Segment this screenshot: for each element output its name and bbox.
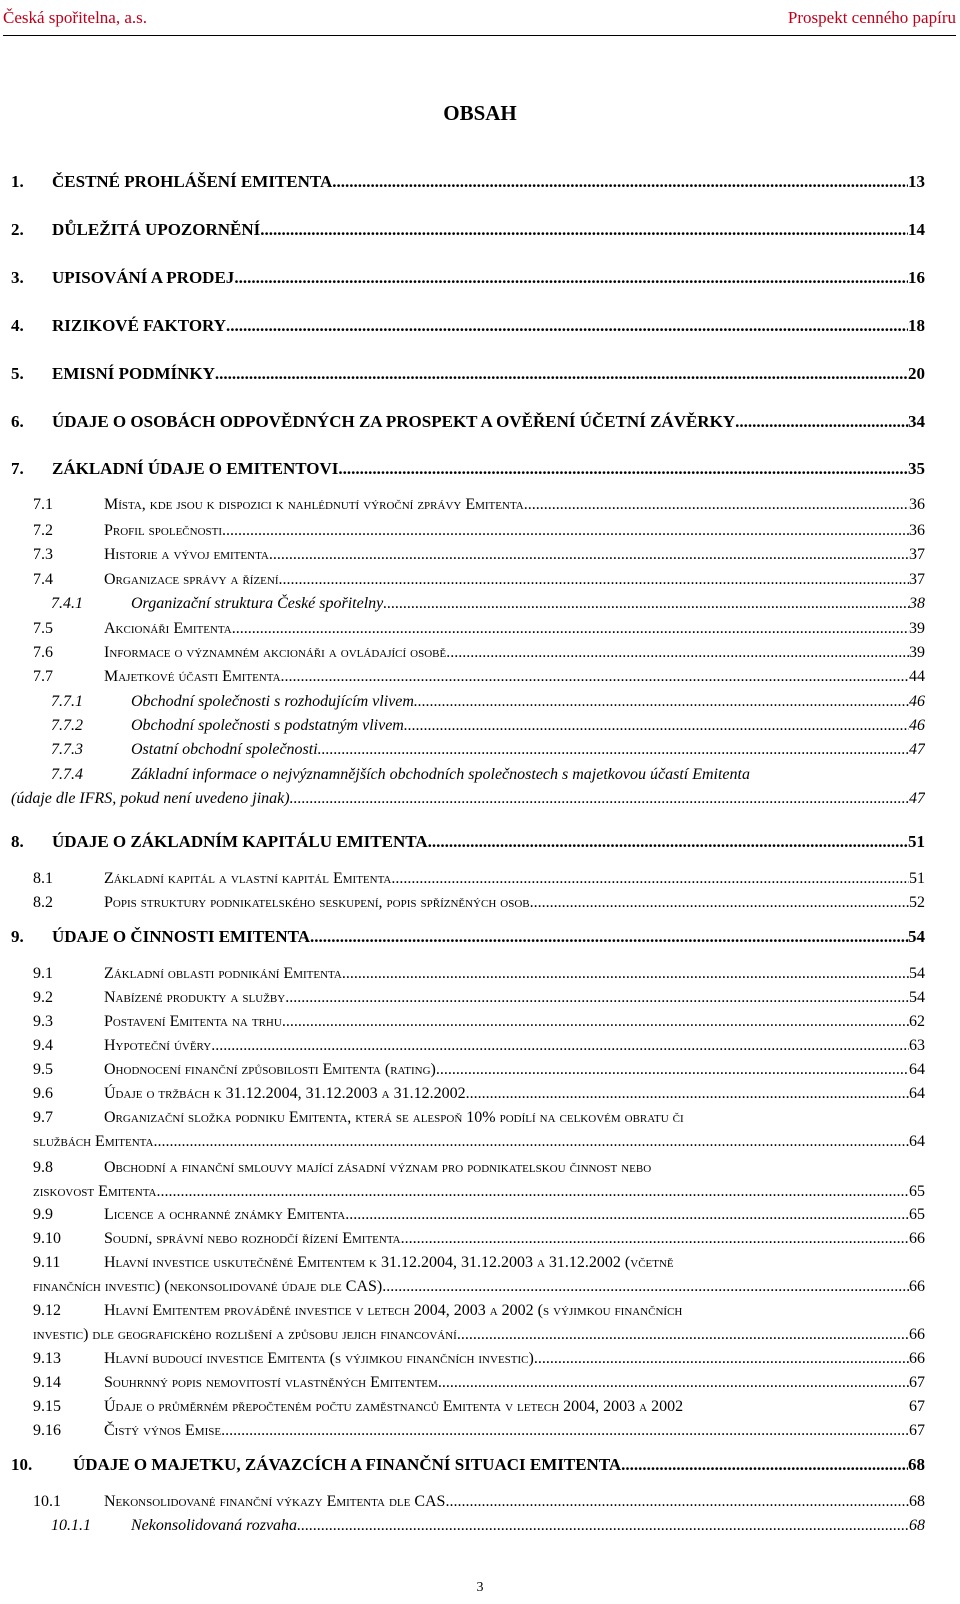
toc-entry-text: Akcionáři Emitenta [104, 620, 232, 637]
toc-entry-text: ÚDAJE O OSOBÁCH ODPOVĚDNÝCH ZA PROSPEKT A OVĚŘENÍ ÚČETNÍ ZÁVĚRKY [52, 412, 736, 431]
toc-entry-text: Licence a ochranné známky Emitenta [104, 1206, 346, 1223]
toc-entry-number: 7.7.1 [51, 693, 83, 710]
toc-entry[interactable] [11, 665, 925, 689]
toc-entry-text-continued: finančních investic) (nekonsolidované údaje dle CAS) [33, 1278, 383, 1295]
toc-entry-text: Hlavní investice uskutečněné Emitentem k 31.12.2004, 31.12.2003 a 31.12.2002 (včetně [104, 1254, 674, 1271]
toc-leader [226, 314, 908, 338]
toc-title: OBSAH [443, 101, 517, 125]
toc-entry-number: 7.7.3 [51, 741, 83, 758]
toc-entry-text: Hypoteční úvěry [104, 1037, 212, 1054]
toc-entry-number: 10. [11, 1455, 33, 1474]
toc-entry-text-continued: ziskovost Emitenta [33, 1183, 157, 1200]
toc-entry-page: 13 [908, 172, 925, 191]
toc-entry[interactable] [11, 568, 925, 592]
toc-entry-page: 67 [909, 1422, 925, 1439]
toc-entry-page: 39 [909, 620, 925, 637]
toc-entry-number: 9.5 [33, 1061, 53, 1078]
toc-entry[interactable] [11, 362, 925, 386]
toc-leader [282, 1010, 909, 1034]
toc-entry-text: EMISNÍ PODMÍNKY [52, 364, 215, 383]
toc-entry-number: 4. [11, 316, 24, 335]
toc-entry-text: ČESTNÉ PROHLÁŠENÍ EMITENTA [52, 172, 333, 191]
toc-entry[interactable] [11, 830, 925, 854]
toc-leader [279, 568, 910, 592]
toc-leader [735, 410, 908, 434]
toc-entry[interactable] [11, 1347, 925, 1371]
toc-entry-text: Informace o významném akcionáři a ovládající osobě [104, 644, 447, 661]
toc-entry[interactable] [11, 1299, 925, 1347]
toc-entry-page: 18 [908, 316, 925, 335]
toc-entry-text: Organizační složka podniku Emitenta, která se alespoň 10% podílí na celkovém obratu či [104, 1109, 684, 1126]
toc-entry-page: 16 [908, 268, 925, 287]
toc-entry-number: 7.7.2 [51, 717, 83, 734]
toc-entry-number: 7.4 [33, 571, 53, 588]
toc-entry-page: 66 [909, 1350, 925, 1367]
toc-entry-page: 63 [909, 1037, 925, 1054]
toc-leader [260, 218, 908, 242]
toc-entry-number: 3. [11, 268, 24, 287]
toc-entry-page: 35 [908, 459, 925, 478]
toc-entry-page: 68 [909, 1517, 925, 1534]
toc-entry-page: 36 [909, 496, 925, 513]
page-number: 3 [476, 1580, 484, 1595]
toc-leader [446, 641, 909, 665]
toc-entry-page: 44 [909, 668, 925, 685]
toc-entry-page: 62 [909, 1013, 925, 1030]
toc-entry[interactable] [11, 1490, 925, 1514]
toc-entry-number: 5. [11, 364, 24, 383]
toc-entry-text: Soudní, správní nebo rozhodčí řízení Emitenta [104, 1230, 401, 1247]
toc-entry-number: 7. [11, 459, 24, 478]
toc-entry-text: Ostatní obchodní společnosti [131, 741, 318, 758]
toc-entry-text: Hlavní budoucí investice Emitenta (s výjimkou finančních investic) [104, 1350, 534, 1367]
toc-entry-number: 9.9 [33, 1206, 53, 1223]
toc-entry-text: Souhrnný popis nemovitostí vlastněných Emitentem [104, 1374, 438, 1391]
toc-entry[interactable] [11, 457, 925, 481]
toc-entry-page: 64 [909, 1085, 925, 1102]
toc-entry-text-continued: investic) dle geografického rozlišení a způsobu jejich financování [33, 1326, 457, 1343]
toc-entry-text: ÚDAJE O ZÁKLADNÍM KAPITÁLU EMITENTA [52, 832, 428, 851]
toc-entry[interactable] [11, 1251, 925, 1299]
toc-entry-page: 46 [909, 693, 925, 710]
toc-entry-number: 9.11 [33, 1254, 61, 1271]
toc-entry-text: ZÁKLADNÍ ÚDAJE O EMITENTOVI [52, 459, 339, 478]
toc-entry[interactable] [11, 1156, 925, 1204]
toc-entry-page: 68 [909, 1493, 925, 1510]
toc-leader [404, 714, 909, 738]
toc-entry[interactable] [11, 986, 925, 1010]
toc-entry-page: 68 [908, 1455, 925, 1474]
toc-entry-text: Postavení Emitenta na trhu [104, 1013, 282, 1030]
toc-entry-number: 9.4 [33, 1037, 53, 1054]
toc-entry-text: Nekonsolidované finanční výkazy Emitenta dle CAS [104, 1493, 446, 1510]
toc-entry-text: Obchodní a finanční smlouvy mající zásadní význam pro podnikatelskou činnost nebo [104, 1159, 652, 1176]
toc-entry-text: RIZIKOVÉ FAKTORY [52, 316, 226, 335]
toc-leader [232, 617, 909, 641]
toc-entry-number: 9.7 [33, 1109, 53, 1126]
toc-leader [534, 1347, 909, 1371]
toc-entry-number: 9.1 [33, 965, 53, 982]
toc-entry-text: Základní oblasti podnikání Emitenta [104, 965, 342, 982]
toc-entry[interactable] [11, 1034, 925, 1058]
toc-entry[interactable] [11, 1082, 925, 1106]
toc-entry-text-continued: službách Emitenta [33, 1133, 154, 1150]
toc-entry-page: 39 [909, 644, 925, 661]
toc-entry[interactable] [11, 962, 925, 986]
toc-entry-text: Nabízené produkty a služby [104, 989, 286, 1006]
toc-entry[interactable] [11, 314, 925, 338]
toc-entry[interactable] [11, 1203, 925, 1227]
toc-entry-page: 65 [909, 1206, 925, 1223]
toc-entry[interactable] [11, 617, 925, 641]
toc-entry-number: 9.16 [33, 1422, 61, 1439]
toc-entry-page: 67 [909, 1374, 925, 1391]
toc-entry-text-continued: (údaje dle IFRS, pokud není uvedeno jinak) [11, 790, 290, 807]
toc-entry-text: Popis struktury podnikatelského seskupení, popis spřízněných osob [104, 894, 530, 911]
toc-leader [414, 690, 909, 714]
toc-entry-text: Údaje o průměrném přepočteném počtu zaměstnanců Emitenta v letech 2004, 2003 a 2002 [104, 1398, 684, 1415]
toc-entry-page: 64 [909, 1061, 925, 1078]
toc-entry-number: 9.6 [33, 1085, 53, 1102]
toc-entry-text: Údaje o tržbách k 31.12.2004, 31.12.2003 a 31.12.2002 [104, 1085, 466, 1102]
toc-entry[interactable] [11, 1419, 925, 1443]
toc-leader [428, 830, 908, 854]
toc-entry-number: 9.15 [33, 1398, 61, 1415]
toc-entry-page: 52 [909, 894, 925, 911]
toc-entry-number: 8.1 [33, 870, 53, 887]
toc-entry-page: 36 [909, 522, 925, 539]
toc-leader [297, 1514, 909, 1538]
toc-entry-number: 7.3 [33, 546, 53, 563]
toc-entry[interactable] [11, 543, 925, 567]
toc-entry-number: 10.1 [33, 1493, 61, 1510]
toc-leader [342, 962, 909, 986]
toc-entry-text: Ohodnocení finanční způsobilosti Emitenta (rating) [104, 1061, 436, 1078]
toc-entry-text: Organizace správy a řízení [104, 571, 279, 588]
toc-entry-number: 7.2 [33, 522, 53, 539]
toc-leader [221, 1419, 909, 1443]
toc-entry[interactable] [11, 1058, 925, 1082]
toc-entry-text: Majetkové účasti Emitenta [104, 668, 281, 685]
toc-entry-text: ÚDAJE O MAJETKU, ZÁVAZCÍCH A FINANČNÍ SITUACI EMITENTA [73, 1455, 622, 1474]
toc-leader [234, 266, 908, 290]
toc-entry[interactable] [11, 1514, 925, 1538]
toc-entry-number: 7.5 [33, 620, 53, 637]
toc-leader [290, 787, 909, 811]
toc-entry-text: Obchodní společnosti s podstatným vlivem [131, 717, 404, 734]
toc-leader [445, 1490, 909, 1514]
toc-leader [153, 1130, 909, 1154]
toc-entry[interactable] [11, 170, 925, 194]
toc-entry-page: 54 [908, 927, 925, 946]
toc-entry[interactable] [11, 493, 925, 517]
toc-entry[interactable] [11, 1371, 925, 1395]
toc-entry[interactable] [11, 925, 925, 949]
toc-leader [530, 891, 909, 915]
toc-entry-page: 54 [909, 989, 925, 1006]
toc-leader [318, 738, 909, 762]
toc-entry-number: 6. [11, 412, 24, 431]
toc-entry[interactable] [11, 266, 925, 290]
toc-entry-text: Profil společnosti [104, 522, 223, 539]
toc-entry-number: 7.1 [33, 496, 53, 513]
toc-entry-page: 47 [909, 790, 925, 807]
header-company: Česká spořitelna, a.s. [3, 8, 147, 27]
toc-entry[interactable] [11, 867, 925, 891]
toc-entry-number: 10.1.1 [51, 1517, 91, 1534]
toc-entry-number: 9.2 [33, 989, 53, 1006]
toc-leader [401, 1227, 909, 1251]
toc-entry-page: 66 [909, 1326, 925, 1343]
toc-entry-page: 51 [908, 832, 925, 851]
toc-entry-number: 1. [11, 172, 24, 191]
toc-entry-number: 9. [11, 927, 24, 946]
toc-entry-text: Místa, kde jsou k dispozici k nahlédnutí výroční zprávy Emitenta [104, 496, 524, 513]
toc-leader [438, 1371, 909, 1395]
toc-leader [466, 1082, 909, 1106]
toc-entry-text: Čistý výnos Emise [104, 1422, 222, 1439]
toc-entry[interactable] [11, 410, 925, 434]
toc-entry-page: 46 [909, 717, 925, 734]
toc-entry[interactable] [11, 641, 925, 665]
toc-leader [436, 1058, 909, 1082]
toc-entry-number: 7.7.4 [51, 766, 83, 783]
header-document-title: Prospekt cenného papíru [787, 8, 956, 27]
toc-entry-number: 9.8 [33, 1159, 53, 1176]
toc-leader [332, 170, 908, 194]
toc-entry-page: 34 [908, 412, 925, 431]
toc-entry-number: 8.2 [33, 894, 53, 911]
toc-leader [211, 1034, 909, 1058]
toc-leader [457, 1323, 909, 1347]
toc-leader [338, 457, 908, 481]
toc-entry[interactable] [11, 519, 925, 543]
toc-entry[interactable] [11, 738, 925, 762]
toc-entry[interactable] [11, 763, 925, 811]
toc-entry-page: 65 [909, 1183, 925, 1200]
toc-leader [345, 1203, 909, 1227]
toc-entry-number: 2. [11, 220, 24, 239]
toc-entry-text: Obchodní společnosti s rozhodujícím vlivem [131, 693, 414, 710]
toc-entry-page: 20 [908, 364, 925, 383]
toc-leader [382, 1275, 909, 1299]
toc-entry[interactable] [11, 1227, 925, 1251]
toc-leader [157, 1180, 910, 1204]
toc-entry-text: ÚDAJE O ČINNOSTI EMITENTA [52, 927, 311, 946]
toc-entry-text: Nekonsolidovaná rozvaha [131, 1517, 298, 1534]
toc-entry-text: Základní informace o nejvýznamnějších obchodních společnostech s majetkovou účastí Emitenta [131, 766, 750, 783]
toc-entry[interactable] [11, 690, 925, 714]
toc-entry-text: UPISOVÁNÍ A PRODEJ [52, 268, 235, 287]
toc-entry-number: 9.12 [33, 1302, 61, 1319]
toc-entry-page: 37 [909, 546, 925, 563]
toc-entry-number: 9.3 [33, 1013, 53, 1030]
toc-entry-page: 64 [909, 1133, 925, 1150]
toc-entry[interactable] [11, 1106, 925, 1154]
toc-entry-page: 67 [909, 1398, 925, 1415]
toc-entry-text: Hlavní Emitentem prováděné investice v letech 2004, 2003 a 2002 (s výjimkou finančních [104, 1302, 683, 1319]
toc-leader [215, 362, 908, 386]
toc-leader [310, 925, 908, 949]
toc-entry-page: 37 [909, 571, 925, 588]
toc-entry-text: Organizační struktura České spořitelny [131, 595, 384, 612]
toc-entry-number: 9.14 [33, 1374, 61, 1391]
toc-entry-number: 8. [11, 832, 24, 851]
toc-entry-page: 66 [909, 1230, 925, 1247]
toc-entry[interactable] [11, 714, 925, 738]
toc-entry-number: 7.7 [33, 668, 53, 685]
toc-entry-text: Základní kapitál a vlastní kapitál Emitenta [104, 870, 392, 887]
toc-entry-number: 7.4.1 [51, 595, 83, 612]
toc-entry[interactable] [11, 592, 925, 616]
toc-leader [524, 493, 909, 517]
toc-leader [621, 1453, 908, 1477]
toc-entry-page: 38 [909, 595, 925, 612]
toc-entry-number: 7.6 [33, 644, 53, 661]
toc-entry-number: 9.10 [33, 1230, 61, 1247]
toc-leader [222, 519, 909, 543]
toc-entry[interactable] [11, 1395, 925, 1419]
toc-entry-text: DŮLEŽITÁ UPOZORNĚNÍ [52, 220, 261, 239]
toc-entry[interactable] [11, 1453, 925, 1477]
toc-leader [285, 986, 909, 1010]
toc-entry-page: 54 [909, 965, 925, 982]
toc-entry-number: 9.13 [33, 1350, 61, 1367]
toc-entry-page: 66 [909, 1278, 925, 1295]
toc-leader [383, 592, 909, 616]
toc-entry-page: 51 [909, 870, 925, 887]
toc-entry[interactable] [11, 891, 925, 915]
toc-leader [269, 543, 909, 567]
toc-entry-text: Historie a vývoj emitenta [104, 546, 269, 563]
toc-entry[interactable] [11, 218, 925, 242]
toc-entry-page: 47 [909, 741, 925, 758]
toc-leader [391, 867, 909, 891]
toc-leader [281, 665, 909, 689]
toc-entry-page: 14 [908, 220, 925, 239]
toc-entry[interactable] [11, 1010, 925, 1034]
